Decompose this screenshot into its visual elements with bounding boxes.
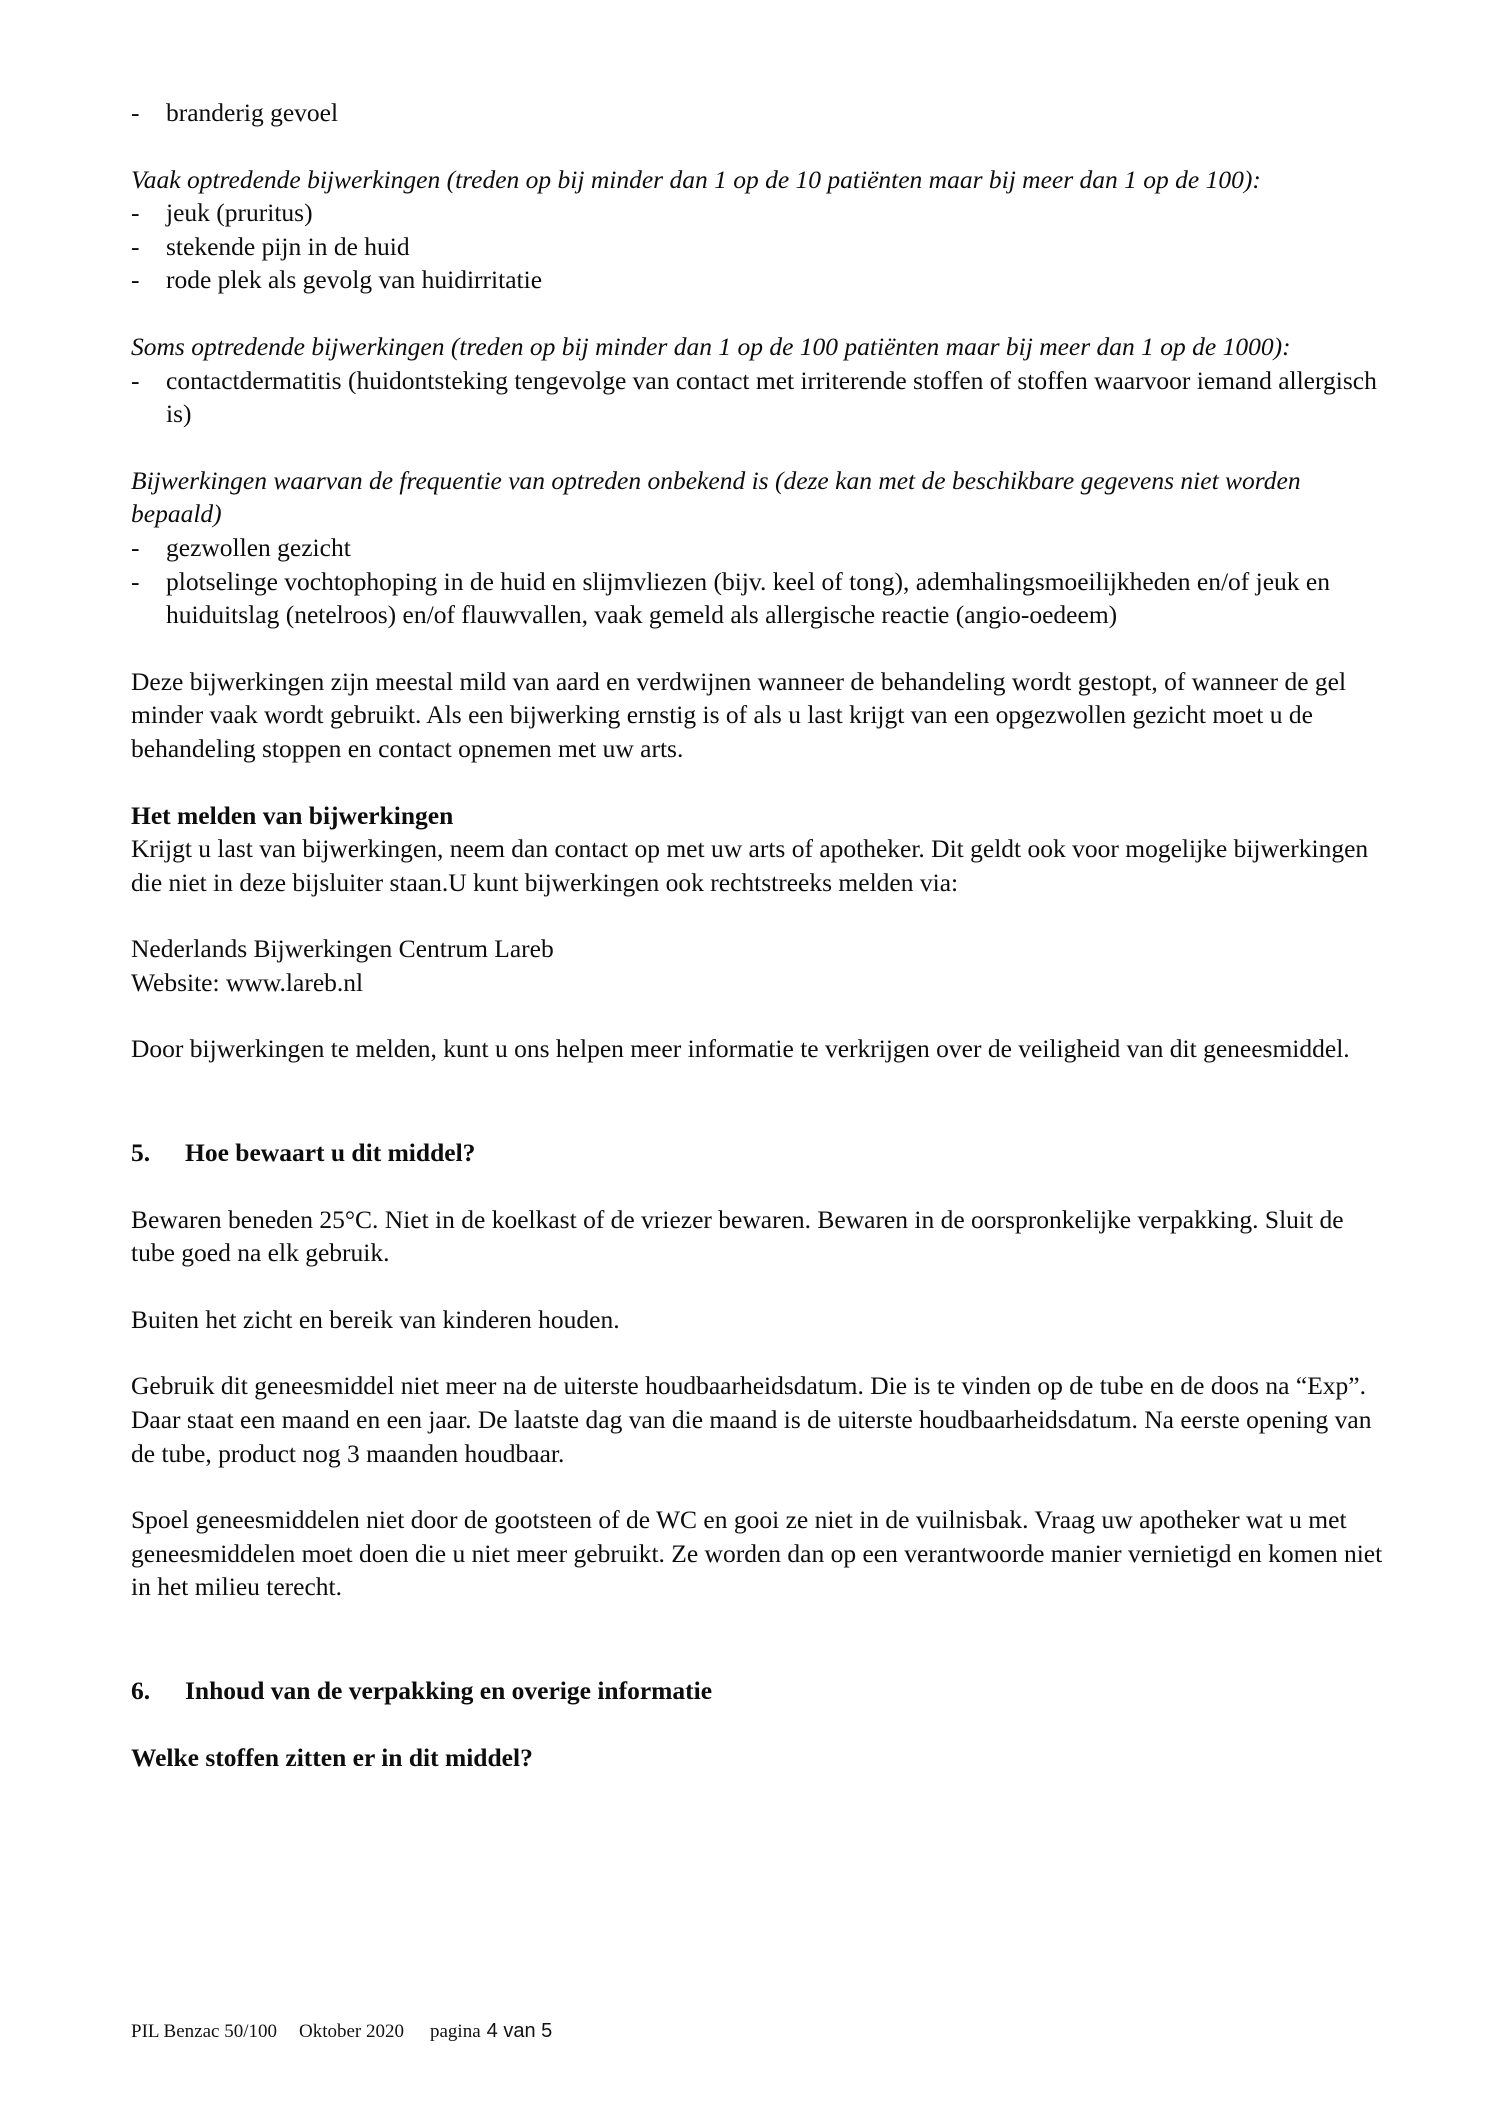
spacer <box>131 1270 1384 1303</box>
onbekend-bullet-list <box>131 531 1384 632</box>
spacer <box>131 431 1384 464</box>
footer-page-label: pagina <box>430 2021 481 2042</box>
spacer <box>131 1066 1384 1136</box>
list-item-text: rode plek als gevolg van huidirritatie <box>166 265 543 295</box>
list-item-text: plotselinge vochtophoping in de huid en slijmvliezen (bijv. keel of tong), ademhalingsmoeilijkheden en/of jeuk en huiduitslag (netelroos) en/of flauwvallen, vaak gemeld als allergische reactie (angio-oedeem) <box>166 566 1330 630</box>
section-number: 6. <box>131 1676 151 1705</box>
lareb-center-name: Nederlands Bijwerkingen Centrum Lareb <box>131 934 554 964</box>
storage-paragraph-4: Spoel geneesmiddelen niet door de gootsteen of de WC en gooi ze niet in de vuilnisbak. Vraag uw apotheker wat u met geneesmiddelen moet doen die u niet meer gebruikt. Ze worden dan op een verantwoorde manier vernietigd en komen niet in het milieu terecht. <box>131 1505 1383 1602</box>
frequency-heading-soms: Soms optredende bijwerkingen (treden op bij minder dan 1 op de 100 patiënten maar bij meer dan 1 op de 1000): <box>131 331 1291 361</box>
lareb-website: Website: www.lareb.nl <box>131 967 364 997</box>
footer-date: Oktober 2020 <box>298 2021 404 2042</box>
dash-bullet-icon: - <box>131 231 140 261</box>
storage-paragraph-1: Bewaren beneden 25°C. Niet in de koelkast of de vriezer bewaren. Bewaren in de oorspronkelijke verpakking. Sluit de tube goed na elk gebruik. <box>131 1204 1344 1268</box>
spacer <box>131 1708 1384 1741</box>
spacer <box>131 766 1384 799</box>
reporting-subheading: Het melden van bijwerkingen <box>131 800 454 830</box>
spacer <box>131 632 1384 665</box>
page-content <box>131 96 1384 1774</box>
soms-bullet-list <box>131 364 1384 431</box>
list-item <box>131 230 1384 264</box>
spacer <box>131 899 1384 932</box>
storage-paragraph-3: Gebruik dit geneesmiddel niet meer na de uiterste houdbaarheidsdatum. Die is te vinden op de tube en de doos na “Exp”. Daar staat een maand en een jaar. De laatste dag van die maand is de uiterste houdbaarheidsdatum. Na eerste opening van de tube, product nog 3 maanden houdbaar. <box>131 1371 1372 1468</box>
page-footer <box>131 2018 552 2045</box>
list-item-text: gezwollen gezicht <box>166 532 351 562</box>
spacer <box>131 1170 1384 1203</box>
list-item <box>131 565 1384 632</box>
list-item-text: branderig gevoel <box>166 98 339 127</box>
spacer <box>131 297 1384 330</box>
list-item-text: jeuk (pruritus) <box>166 198 313 228</box>
list-item <box>131 263 1384 297</box>
list-item <box>131 96 1384 130</box>
frequency-heading-onbekend: Bijwerkingen waarvan de frequentie van optreden onbekend is (deze kan met de beschikbare gegevens niet worden bepaald) <box>131 465 1301 529</box>
spacer <box>131 999 1384 1032</box>
continued-bullet-list <box>131 96 1384 130</box>
dash-bullet-icon: - <box>131 532 140 562</box>
list-item <box>131 531 1384 565</box>
reporting-benefit-paragraph: Door bijwerkingen te melden, kunt u ons helpen meer informatie te verkrijgen over de veiligheid van dit geneesmiddel. <box>131 1034 1350 1064</box>
side-effects-mild-paragraph: Deze bijwerkingen zijn meestal mild van aard en verdwijnen wanneer de behandeling wordt gestopt, of wanneer de gel minder vaak wordt gebruikt. Als een bijwerking ernstig is of als u last krijgt van een opgezwollen gezicht moet u de behandeling stoppen en contact opnemen met uw arts. <box>131 666 1347 763</box>
spacer <box>131 130 1384 163</box>
section-heading-6 <box>131 1674 1384 1708</box>
list-item <box>131 196 1384 230</box>
dash-bullet-icon: - <box>131 365 140 395</box>
list-item-text: stekende pijn in de huid <box>166 231 410 261</box>
list-item <box>131 364 1384 431</box>
footer-document-name: PIL Benzac 50/100 <box>131 2021 277 2042</box>
spacer <box>131 1336 1384 1369</box>
reporting-paragraph: Krijgt u last van bijwerkingen, neem dan contact op met uw arts of apotheker. Dit geldt ook voor mogelijke bijwerkingen die niet in deze bijsluiter staan.U kunt bijwerkingen ook rechtstreeks melden via: <box>131 834 1369 897</box>
footer-page-numbers: 4 van 5 <box>486 2020 553 2042</box>
section-heading-5 <box>131 1136 1384 1170</box>
dash-bullet-icon: - <box>131 265 140 295</box>
ingredients-subheading: Welke stoffen zitten er in dit middel? <box>131 1742 533 1772</box>
dash-bullet-icon: - <box>131 198 140 228</box>
spacer <box>131 1604 1384 1674</box>
storage-paragraph-2: Buiten het zicht en bereik van kinderen houden. <box>131 1304 620 1334</box>
list-item-text: contactdermatitis (huidontsteking tengevolge van contact met irriterende stoffen of stoffen waarvoor iemand allergisch is) <box>166 365 1377 429</box>
section-title: Hoe bewaart u dit middel? <box>185 1138 476 1168</box>
vaak-bullet-list <box>131 196 1384 297</box>
section-title: Inhoud van de verpakking en overige informatie <box>185 1676 713 1705</box>
dash-bullet-icon: - <box>131 98 140 127</box>
frequency-heading-vaak: Vaak optredende bijwerkingen (treden op bij minder dan 1 op de 10 patiënten maar bij meer dan 1 op de 100): <box>131 164 1261 194</box>
dash-bullet-icon: - <box>131 566 140 596</box>
section-number: 5. <box>131 1138 151 1168</box>
spacer <box>131 1470 1384 1503</box>
